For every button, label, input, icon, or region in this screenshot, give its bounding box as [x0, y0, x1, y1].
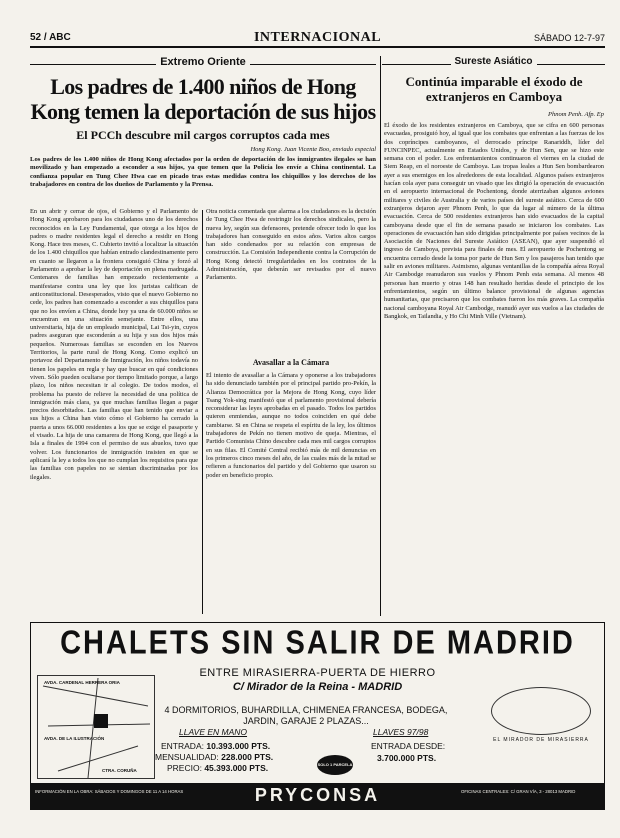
llave-label: LLAVE EN MANO [179, 727, 248, 737]
map-label-coruna: CTRA. CORUÑA [102, 768, 137, 773]
section-title: INTERNACIONAL [253, 30, 382, 45]
ad-features: 4 DORMITORIOS, BUHARDILLA, CHIMENEA FRANCESA, BODEGA, JARDIN, GARAJE 2 PLAZAS... [164, 705, 448, 726]
entrada-desde-label: ENTRADA DESDE: [371, 741, 446, 751]
story-divider [380, 56, 381, 616]
brand-bar [31, 783, 604, 810]
page-number: 52 / ABC [30, 32, 71, 43]
entrada-desde-value: 3.700.000 PTS. [377, 753, 437, 763]
main-kicker-label: Extremo Oriente [156, 56, 250, 68]
map-drawing [38, 676, 156, 780]
ad-location: ENTRE MIRASIERRA-PUERTA DE HIERRO [199, 667, 436, 679]
map-label-ilustracion: AVDA. DE LA ILUSTRACIÓN [44, 736, 105, 741]
side-headline: Continúa imparable el éxodo de extranjeros en Camboya [405, 74, 583, 104]
footer-right: OFICINAS CENTRALES: C/ GRAN VÍA, 3 - 28013 MADRID [461, 789, 576, 794]
ad-title: CHALETS SIN SALIR DE MADRID [60, 624, 575, 662]
llaves-label: LLAVES 97/98 [373, 727, 429, 737]
development-logo-text: EL MIRADOR DE MIRASIERRA [493, 737, 589, 743]
page-header [30, 30, 605, 48]
side-kicker [382, 56, 605, 72]
main-byline: Hong Kong. Juan Vicente Boo, enviado especial [250, 146, 376, 153]
real-estate-ad [30, 622, 605, 810]
map-label-herrera-oria: AVDA. CARDENAL HERRERA ORIA [44, 680, 120, 685]
issue-date: SÁBADO 12-7-97 [533, 33, 605, 43]
brand-name: PRYCONSA [254, 785, 381, 805]
main-kicker [30, 56, 376, 72]
column-divider [202, 210, 203, 614]
total-price: PRECIO: 45.393.000 PTS. [167, 763, 269, 773]
main-column-2-continued: El intento de avasallar a la Cámara y oponerse a los trabajadores ha sido denunciado también por el principal partido pro-Pekín, la Alianza Democrática por la Mejora de Hong Kong, cuyo líder Tsang Yok-sing manifestó que el parlamento provisional debería reconsiderar las leyes aprobadas en el pasado. Todos los partidos quieren enmiendas, aunque no todos coinciden en qué debe cambiarse. Si en China se respeta el espíritu de la ley, los últimos trabajadores de Pekín no tienen motivo de queja. Mientras, el Partido Comunista Chino descubre cada mes mil cargos corruptos en sus filas. El Comité Central recibió más de mil denuncias en los primeros cinco meses del año, de las cuales más de la mitad se refieren a funcionarios del partido y del Gobierno que usaron su poder en beneficio propio. [206, 372, 376, 479]
main-column-1: En un abrir y cerrar de ojos, el Gobierno y el Parlamento de Hong Kong aprobaron para los ciudadanos uno de los derechos reconocidos en la Ley Fundamental, que otorga a los hijos de padres o madre residentes legal el derecho a residir en Hong Kong. Hace tres meses, C. Cubierto invitó a localizar la situación de los 1.400 chiquillos que habían entrado clandestinamente pero en cuanto se llegaron a la frontera consiguió China y forzó al Parlamento a aprobar la ley de deportación en plena madrugada. Centenares de familias han empezado recientemente a manifestarse contra una ley que los juristas califican de anticonstitucional. Desesperados, visto que el nuevo Gobierno no cede, los padres han comenzado a esconder a sus chiquillos para que no los envíen a China, donde hoy ya una de 60.000 niños se encuentran en una situación semejante. Entre ellos, una universitaria, hija de un empleado municipal, Lai Tsi-yin, cuyos padres aseguran que esconderán a su hija y sus dos hijos más pequeños. Numerosas familias se esconden en los Nuevos Territorios, la parte rural de Hong Kong. Como explicó un portavoz del Departamento de Inmigración, los niños todavía no tienen los papeles en regla y hay que buscar en qué condiciones viven. Sólo pueden ocultarse por tiempo limitado porque, a largo plazo, los niños necesitan ir al colegio. De todos modos, el problema ha puesto de relieve la necesidad de una política de inmigración más clara, ya que muchas familias llegan a pagar precios desorbitados. Las familias que han tenido que enviar a sus hijos a China han visto cómo el Gobierno ha cerrado la puerta a unos 66.000 residentes a los que se exige el pasaporte y el visado. La hija de una camarera de Hong Kong, que llegó a la Isla a finales de 1994 con el permiso de sus abuelos, tuvo que volver. Los funcionarios de inmigración insisten en que se aplicará la ley a todos los que no cumplan los requisitos para que las familias con papeles no se sientan discriminadas por los ilegales. [30, 208, 198, 481]
side-body: El éxodo de los residentes extranjeros en Camboya, que se cifra en 600 personas evacuadas, prosiguió hoy, al igual que los combates que enfrentan a las fuerzas de los dos copríncipes camboyanos, el derrocado príncipe Ranariddh, líder del FUNCINPEC, actualmente en Estados Unidos, y de Hun Sen, que se hizo este semana con el poder. Los enfrentamientos continuaron el viernes en la ciudad de Siem Reap, en el noroeste de Camboya. Las tropas leales a Hun Sen bombardearon ayer a sus enemigos en los alrededores de esta localidad. Algunos países extranjeros hacían cola ayer para conseguir un visado que les dirigió la operación de evacuación en el aeropuerto internacional de Pochentong, donde aterrizaban algunos aviones militares y civiles de Australia y de varios países del sureste asiático. Cerca de 600 extranjeros dejaron ayer Phnom Penh, lo que da lugar al número de la última evacuación. Cerca de 500 residentes extranjeros han sido evacuados de la capital camboyana desde que el fin de semana pasado se iniciaron los combates. Las operaciones de evacuación han sido dirigidas principalmente por países vecinos de la Asociación de Naciones del Sureste Asiático (ASEAN), que ayer suspendió el ingreso de Camboya, prevista para finales de mes. El aeropuerto de Pochentong se encuentra cerrado desde la toma por parte de Hun Sen y los pasajeros han tenido que salir en aviones militares. Asimismo, algunas ventanillas de la compañía aérea Royal Air Cambodge reanudaron sus vuelos y Phnom Penh esta semana. Al menos 48 personas han muerto y otras 148 han resultado heridas desde el principio de los enfrentamientos, según un último balance provisional de algunas agencias humanitarias, que precisaron que los combates fueron los más graves. La compañía nacional camboyana Royal Air Cambodge, reanudó ayer sus vuelos a las ciudades de Bangkok, en Tailandia, y Ho Chi Minh Ville (Vietnam). [384, 122, 604, 320]
footer-left: INFORMACIÓN EN LA OBRA: SÁBADOS Y DOMINGOS DE 11 A 14 HORAS [35, 789, 184, 794]
mensualidad-price: MENSUALIDAD: 228.000 PTS. [155, 752, 274, 762]
side-byline: Phnom Penh. Afp. Ep [547, 111, 604, 118]
offer-seal: SOLO 1 PARCELA [317, 755, 353, 775]
main-subhead: Avasallar a la Cámara [252, 358, 330, 367]
main-subheadline: El PCCh descubre mil cargos corruptos cada mes [76, 128, 330, 142]
main-column-2: Otra noticia comentada que alarma a los ciudadanos es la decisión de Tung Chee Hwa de restringir los derechos sindicales, pero la nueva ley, según sus defensores, pretende ofrecer todo lo que los trabajadores han conseguido en estos años. Varios altos cargos han sido condenados por su relación con empresas de construcción. La Comisión Independiente contra la Corrupción de Hong Kong detectó irregularidades en los contratos de la Administración, que deberán ser revisados por el nuevo Parlamento. [206, 208, 376, 282]
entrada-price: ENTRADA: 10.393.000 PTS. [161, 741, 271, 751]
main-lead: Los padres de los 1.400 niños de Hong Kong afectados por la orden de deportación de los inmigrantes ilegales se han movilizado y han empezado a esconder a sus hijos, ya que temen que la Policía los envíe a China continental. La confianza popular en Tung Chee Hwa cae en picado tras estas medidas contra los chiquillos y los derechos de los trabajadores en contra de los dueños de Parlamento y la Prensa. [30, 156, 376, 189]
ad-address: C/ Mirador de la Reina - MADRID [232, 681, 403, 693]
main-headline: Los padres de 1.400 niños de Hong Kong temen la deportación de sus hijos [30, 74, 376, 124]
side-kicker-label: Sureste Asiático [451, 56, 537, 67]
location-map [37, 675, 155, 779]
development-logo [491, 687, 591, 735]
